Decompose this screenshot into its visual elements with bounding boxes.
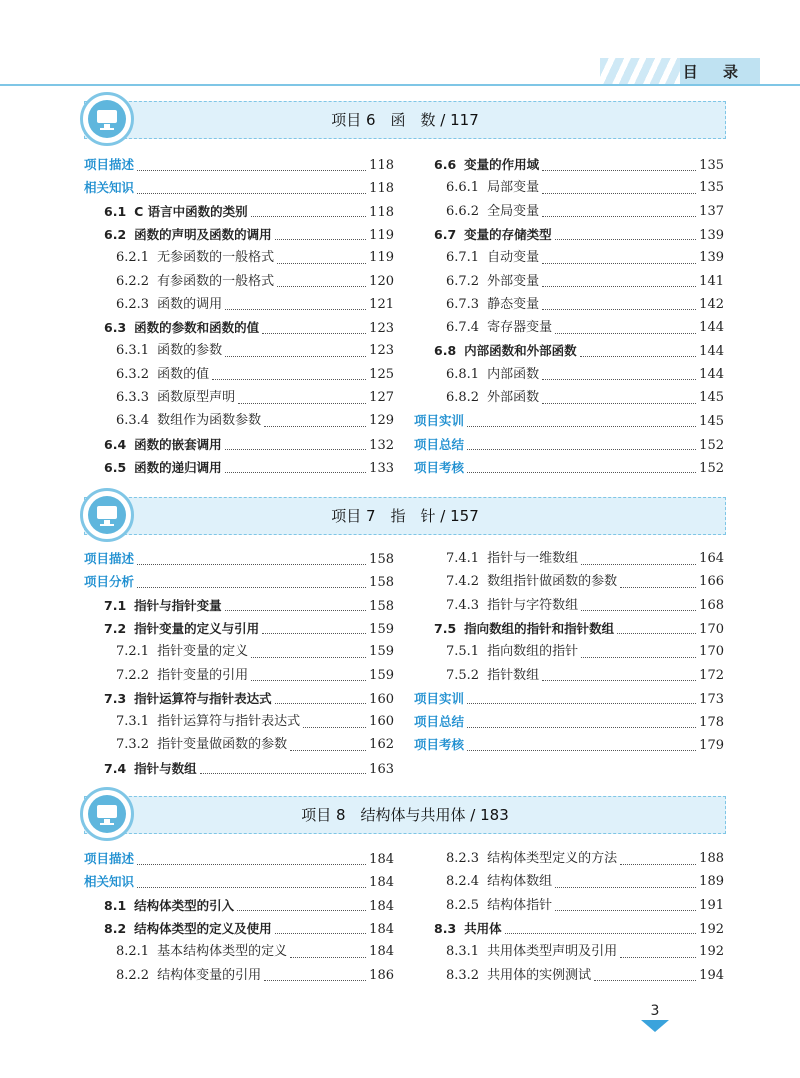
entry-number: 6.7.3 (446, 296, 480, 312)
toc-entry[interactable] (104, 758, 394, 780)
entry-title: 数组作为函数参数 (157, 413, 262, 429)
entry-page-number: 120 (369, 273, 394, 289)
entry-page-number: 123 (369, 343, 394, 359)
page-marker-triangle (641, 1020, 669, 1032)
entry-title: 结构体数组 (487, 874, 553, 890)
entry-page-number: 188 (699, 851, 724, 866)
entry-title: 函数原型声明 (157, 390, 236, 405)
entry-number: 6.8 (434, 343, 457, 359)
entry-title: 指针变量的定义与引用 (134, 620, 260, 636)
dot-leader (542, 391, 696, 404)
toc-entry[interactable] (414, 688, 724, 710)
toc-entry[interactable] (116, 271, 394, 293)
entry-title: 指针与指针变量 (134, 597, 222, 613)
entry-page-number: 159 (369, 644, 394, 660)
toc-entry[interactable] (104, 317, 394, 339)
entry-number: 8.2.3 (446, 851, 480, 866)
entry-title: 指针变量做函数的参数 (157, 737, 288, 753)
entry-number: 7.4.3 (446, 597, 480, 613)
entry-page-number: 192 (699, 944, 724, 960)
toc-entry[interactable] (116, 941, 394, 963)
dot-leader (277, 251, 366, 264)
toc-entry[interactable] (446, 548, 724, 570)
entry-page-number: 144 (699, 344, 724, 360)
toc-entry[interactable] (434, 224, 724, 246)
section-title: 项目 8 结构体与共用体 / 183 (301, 806, 509, 824)
toc-entry[interactable] (446, 364, 724, 386)
entry-title: 指针运算符与指针表达式 (157, 714, 301, 730)
dot-leader (225, 297, 366, 310)
entry-page-number: 170 (699, 644, 724, 660)
toc-entry[interactable] (434, 340, 724, 362)
dot-leader (275, 691, 367, 704)
entry-number: 6.7 (434, 226, 457, 242)
entry-number: 7.4 (104, 760, 127, 776)
dot-leader (225, 598, 367, 611)
entry-title: 项目总结 (414, 714, 465, 730)
toc-entry[interactable] (414, 410, 724, 432)
entry-title: 项目总结 (414, 436, 465, 452)
entry-number: 6.6.2 (446, 203, 480, 219)
entry-number: 6.3.3 (116, 390, 150, 405)
dot-leader (555, 227, 697, 240)
toc-entry[interactable] (446, 317, 724, 339)
entry-number: 8.3 (434, 920, 457, 936)
toc-entry[interactable] (104, 618, 394, 640)
entry-number: 6.3.1 (116, 343, 150, 359)
dot-leader (467, 414, 696, 427)
dot-leader (467, 715, 696, 728)
entry-page-number: 191 (699, 897, 724, 913)
entry-title: 项目考核 (414, 737, 465, 753)
entry-page-number: 135 (699, 158, 724, 173)
dot-leader (225, 460, 367, 473)
entry-page-number: 184 (369, 944, 394, 960)
entry-page-number: 160 (369, 691, 394, 707)
section-title: 项目 7 指 针 / 157 (331, 507, 479, 525)
toc-entry[interactable] (116, 410, 394, 432)
entry-title: 结构体类型的引入 (134, 897, 235, 913)
dot-leader (277, 274, 366, 287)
dot-leader (137, 852, 366, 865)
entry-page-number: 142 (699, 296, 724, 312)
computer-icon (80, 488, 134, 542)
entry-title: 结构体类型定义的方法 (487, 851, 618, 866)
entry-page-number: 139 (699, 250, 724, 266)
dot-leader (467, 437, 696, 450)
entry-page-number: 166 (699, 574, 724, 590)
dot-leader (555, 321, 696, 334)
toc-entry[interactable] (446, 665, 724, 687)
entry-page-number: 173 (699, 691, 724, 707)
toc-entry[interactable] (104, 434, 394, 456)
dot-leader (581, 598, 696, 611)
toc-entry[interactable] (446, 848, 724, 870)
toc-entry[interactable] (84, 571, 394, 593)
entry-title: 无参函数的一般格式 (157, 250, 275, 266)
toc-entry[interactable] (84, 548, 394, 570)
toc-entry[interactable] (446, 571, 724, 593)
entry-number: 6.7.2 (446, 273, 480, 289)
dot-leader (542, 274, 696, 287)
computer-icon (80, 787, 134, 841)
entry-number: 6.2.3 (116, 296, 150, 312)
entry-number: 6.8.1 (446, 366, 480, 382)
dot-leader (594, 968, 696, 981)
dot-leader (137, 181, 366, 194)
entry-number: 7.5 (434, 620, 457, 636)
entry-number: 8.2.4 (446, 874, 480, 890)
entry-number: 6.5 (104, 459, 127, 475)
entry-title: 变量的存储类型 (464, 226, 552, 242)
dot-leader (581, 552, 696, 565)
entry-page-number: 184 (369, 875, 394, 891)
entry-page-number: 164 (699, 551, 724, 566)
entry-title: 函数的参数 (157, 343, 223, 359)
entry-title: 项目实训 (414, 690, 465, 706)
entry-number: 6.4 (104, 436, 127, 452)
entry-title: 项目实训 (414, 413, 465, 429)
entry-page-number: 178 (699, 715, 724, 731)
toc-entry[interactable] (414, 434, 724, 456)
dot-leader (137, 158, 366, 171)
toc-entry[interactable] (116, 364, 394, 386)
entry-title: 指针与字符数组 (487, 597, 579, 613)
entry-number: 7.3.2 (116, 737, 150, 753)
entry-page-number: 168 (699, 597, 724, 613)
dot-leader (542, 367, 696, 380)
entry-page-number: 194 (699, 967, 724, 983)
entry-number: 7.3.1 (116, 714, 150, 730)
entry-number: 6.3.4 (116, 413, 150, 429)
dot-leader (467, 691, 696, 704)
entry-title: 变量的作用域 (464, 157, 540, 172)
running-header (0, 58, 800, 86)
dot-leader (467, 460, 696, 473)
toc-entry[interactable] (104, 688, 394, 710)
entry-number: 6.7.4 (446, 320, 480, 336)
dot-leader (212, 367, 366, 380)
entry-title: 相关知识 (84, 180, 135, 196)
entry-title: 指针运算符与指针表达式 (134, 690, 272, 706)
dot-leader (251, 645, 366, 658)
entry-title: 全局变量 (487, 203, 540, 219)
entry-number: 7.2.1 (116, 644, 150, 660)
entry-title: 外部变量 (487, 273, 540, 289)
entry-page-number: 172 (699, 667, 724, 683)
dot-leader (251, 668, 366, 681)
section-title: 项目 6 函 数 / 117 (331, 111, 479, 129)
entry-number: 8.2.5 (446, 897, 480, 913)
toc-entry[interactable] (446, 247, 724, 269)
entry-page-number: 125 (369, 366, 394, 382)
entry-page-number: 192 (699, 921, 724, 937)
dot-leader (542, 668, 696, 681)
toc-entry[interactable] (434, 918, 724, 940)
dot-leader (290, 945, 366, 958)
toc-entry[interactable] (116, 711, 394, 733)
dot-leader (137, 875, 366, 888)
entry-page-number: 119 (369, 250, 394, 266)
entry-title: 共用体的实例测试 (487, 967, 592, 983)
toc-entry[interactable] (116, 387, 394, 409)
entry-page-number: 135 (699, 180, 724, 196)
entry-number: 6.2 (104, 226, 127, 242)
entry-page-number: 159 (369, 621, 394, 637)
dot-leader (542, 181, 696, 194)
toc-entry[interactable] (84, 871, 394, 893)
dot-leader (225, 437, 367, 450)
toc-entry[interactable] (434, 154, 724, 176)
toc-entry[interactable] (446, 177, 724, 199)
entry-number: 6.1 (104, 203, 127, 219)
entry-page-number: 127 (369, 390, 394, 405)
toc-entry[interactable] (414, 734, 724, 756)
toc-entry[interactable] (434, 618, 724, 640)
entry-page-number: 129 (369, 413, 394, 429)
entry-number: 6.3 (104, 320, 127, 336)
toc-entry[interactable] (116, 734, 394, 756)
entry-title: 指针变量的引用 (157, 667, 249, 683)
entry-page-number: 133 (369, 460, 394, 476)
entry-page-number: 118 (369, 158, 394, 173)
dot-leader (225, 344, 366, 357)
entry-number: 7.5.2 (446, 667, 480, 683)
dot-leader (238, 391, 366, 404)
toc-entry[interactable] (446, 965, 724, 987)
entry-number: 7.4.1 (446, 551, 480, 566)
entry-number: 6.8.2 (446, 390, 480, 405)
toc-entry[interactable] (104, 224, 394, 246)
entry-title: 项目描述 (84, 851, 135, 866)
entry-title: 项目分析 (84, 574, 135, 590)
entry-title: 函数的声明及函数的调用 (134, 226, 272, 242)
entry-page-number: 160 (369, 714, 394, 730)
entry-page-number: 123 (369, 321, 394, 337)
entry-page-number: 118 (369, 181, 394, 197)
page-number: 3 (650, 1003, 660, 1019)
dot-leader (262, 621, 366, 634)
dot-leader (542, 204, 696, 217)
entry-page-number: 141 (699, 273, 724, 289)
entry-page-number: 158 (369, 575, 394, 591)
dot-leader (542, 251, 696, 264)
toc-entry[interactable] (116, 294, 394, 316)
entry-title: 指向数组的指针和指针数组 (464, 620, 615, 636)
entry-title: 函数的参数和函数的值 (134, 320, 260, 336)
entry-page-number: 119 (369, 227, 394, 243)
entry-title: 指针与数组 (134, 760, 197, 776)
toc-entry[interactable] (116, 665, 394, 687)
header-title: 目 录 (682, 63, 748, 81)
entry-number: 6.6.1 (446, 180, 480, 196)
entry-title: 函数的递归调用 (134, 459, 222, 475)
dot-leader (275, 921, 367, 934)
dot-leader (290, 738, 366, 751)
entry-page-number: 184 (369, 852, 394, 867)
toc-entry[interactable] (446, 387, 724, 409)
dot-leader (200, 761, 367, 774)
header-stripes (600, 58, 680, 84)
entry-page-number: 137 (699, 203, 724, 219)
entry-number: 8.2.2 (116, 967, 150, 983)
entry-page-number: 159 (369, 667, 394, 683)
toc-entry[interactable] (116, 965, 394, 987)
dot-leader (620, 852, 696, 865)
entry-number: 8.3.1 (446, 944, 480, 960)
entry-title: 局部变量 (487, 180, 540, 196)
entry-page-number: 121 (369, 296, 394, 312)
section-banner (84, 101, 726, 139)
section-banner (84, 796, 726, 834)
entry-number: 7.4.2 (446, 574, 480, 590)
dot-leader (137, 575, 366, 588)
entry-number: 6.6 (434, 157, 457, 172)
entry-number: 7.1 (104, 597, 127, 613)
toc-entry[interactable] (414, 711, 724, 733)
entry-page-number: 132 (369, 437, 394, 453)
entry-page-number: 144 (699, 320, 724, 336)
dot-leader (303, 715, 366, 728)
toc-entry[interactable] (104, 457, 394, 479)
entry-page-number: 163 (369, 761, 394, 777)
dot-leader (264, 968, 366, 981)
entry-page-number: 184 (369, 898, 394, 914)
entry-title: 指向数组的指针 (487, 644, 579, 660)
entry-title: C 语言中函数的类别 (134, 203, 248, 219)
toc-entry[interactable] (104, 918, 394, 940)
entry-title: 指针与一维数组 (487, 551, 579, 566)
entry-title: 自动变量 (487, 250, 540, 266)
entry-number: 7.5.1 (446, 644, 480, 660)
entry-title: 函数的值 (157, 366, 210, 382)
toc-entry[interactable] (446, 294, 724, 316)
entry-page-number: 145 (699, 414, 724, 430)
entry-title: 数组指针做函数的参数 (487, 574, 618, 590)
entry-title: 有参函数的一般格式 (157, 273, 275, 289)
toc-entry[interactable] (446, 871, 724, 893)
entry-title: 项目描述 (84, 157, 135, 172)
toc-entry[interactable] (84, 177, 394, 199)
toc-entry[interactable] (116, 340, 394, 362)
dot-leader (617, 621, 696, 634)
entry-title: 寄存器变量 (487, 320, 553, 336)
dot-leader (264, 414, 366, 427)
toc-entry[interactable] (446, 895, 724, 917)
toc-entry[interactable] (104, 895, 394, 917)
entry-title: 结构体指针 (487, 897, 553, 913)
entry-page-number: 179 (699, 738, 724, 754)
toc-entry[interactable] (414, 457, 724, 479)
dot-leader (580, 344, 697, 357)
dot-leader (620, 575, 696, 588)
toc-entry[interactable] (446, 201, 724, 223)
dot-leader (555, 898, 696, 911)
entry-page-number: 158 (369, 552, 394, 567)
entry-page-number: 186 (369, 967, 394, 983)
entry-page-number: 139 (699, 227, 724, 243)
entry-number: 8.1 (104, 897, 127, 913)
toc-entry[interactable] (104, 201, 394, 223)
entry-title: 静态变量 (487, 296, 540, 312)
toc-entry[interactable] (116, 641, 394, 663)
entry-page-number: 145 (699, 390, 724, 405)
toc-entry[interactable] (446, 641, 724, 663)
toc-entry[interactable] (84, 848, 394, 870)
entry-number: 6.2.2 (116, 273, 150, 289)
entry-number: 7.2 (104, 620, 127, 636)
toc-entry[interactable] (446, 595, 724, 617)
toc-entry[interactable] (446, 941, 724, 963)
entry-number: 6.3.2 (116, 366, 150, 382)
dot-leader (237, 898, 366, 911)
dot-leader (137, 552, 366, 565)
entry-page-number: 170 (699, 621, 724, 637)
entry-page-number: 152 (699, 460, 724, 476)
entry-title: 外部函数 (487, 390, 540, 405)
entry-title: 函数的调用 (157, 296, 223, 312)
entry-title: 内部函数和外部函数 (464, 343, 577, 359)
dot-leader (275, 227, 367, 240)
dot-leader (542, 158, 696, 171)
entry-number: 8.3.2 (446, 967, 480, 983)
entry-number: 7.2.2 (116, 667, 150, 683)
entry-page-number: 184 (369, 921, 394, 937)
entry-title: 指针数组 (487, 667, 540, 683)
dot-leader (620, 945, 696, 958)
toc-entry[interactable] (84, 154, 394, 176)
dot-leader (581, 645, 696, 658)
dot-leader (542, 297, 696, 310)
entry-title: 基本结构体类型的定义 (157, 944, 288, 960)
section-banner (84, 497, 726, 535)
entry-title: 结构体变量的引用 (157, 967, 262, 983)
entry-page-number: 118 (369, 204, 394, 220)
dot-leader (505, 921, 697, 934)
entry-page-number: 189 (699, 874, 724, 890)
dot-leader (251, 204, 366, 217)
toc-entry[interactable] (446, 271, 724, 293)
entry-title: 结构体类型的定义及使用 (134, 920, 272, 936)
entry-number: 6.7.1 (446, 250, 480, 266)
entry-title: 共用体类型声明及引用 (487, 944, 618, 960)
toc-entry[interactable] (116, 247, 394, 269)
toc-entry[interactable] (104, 595, 394, 617)
entry-title: 项目考核 (414, 459, 465, 475)
entry-number: 8.2 (104, 920, 127, 936)
entry-page-number: 162 (369, 737, 394, 753)
entry-title: 指针变量的定义 (157, 644, 249, 660)
entry-page-number: 152 (699, 437, 724, 453)
dot-leader (467, 738, 696, 751)
entry-title: 相关知识 (84, 874, 135, 890)
dot-leader (555, 875, 696, 888)
entry-title: 项目描述 (84, 551, 135, 566)
entry-number: 6.2.1 (116, 250, 150, 266)
dot-leader (262, 321, 366, 334)
entry-number: 8.2.1 (116, 944, 150, 960)
entry-page-number: 144 (699, 366, 724, 382)
entry-title: 共用体 (464, 920, 502, 936)
entry-title: 内部函数 (487, 366, 540, 382)
entry-page-number: 158 (369, 598, 394, 614)
entry-number: 7.3 (104, 690, 127, 706)
computer-icon (80, 92, 134, 146)
entry-title: 函数的嵌套调用 (134, 436, 222, 452)
